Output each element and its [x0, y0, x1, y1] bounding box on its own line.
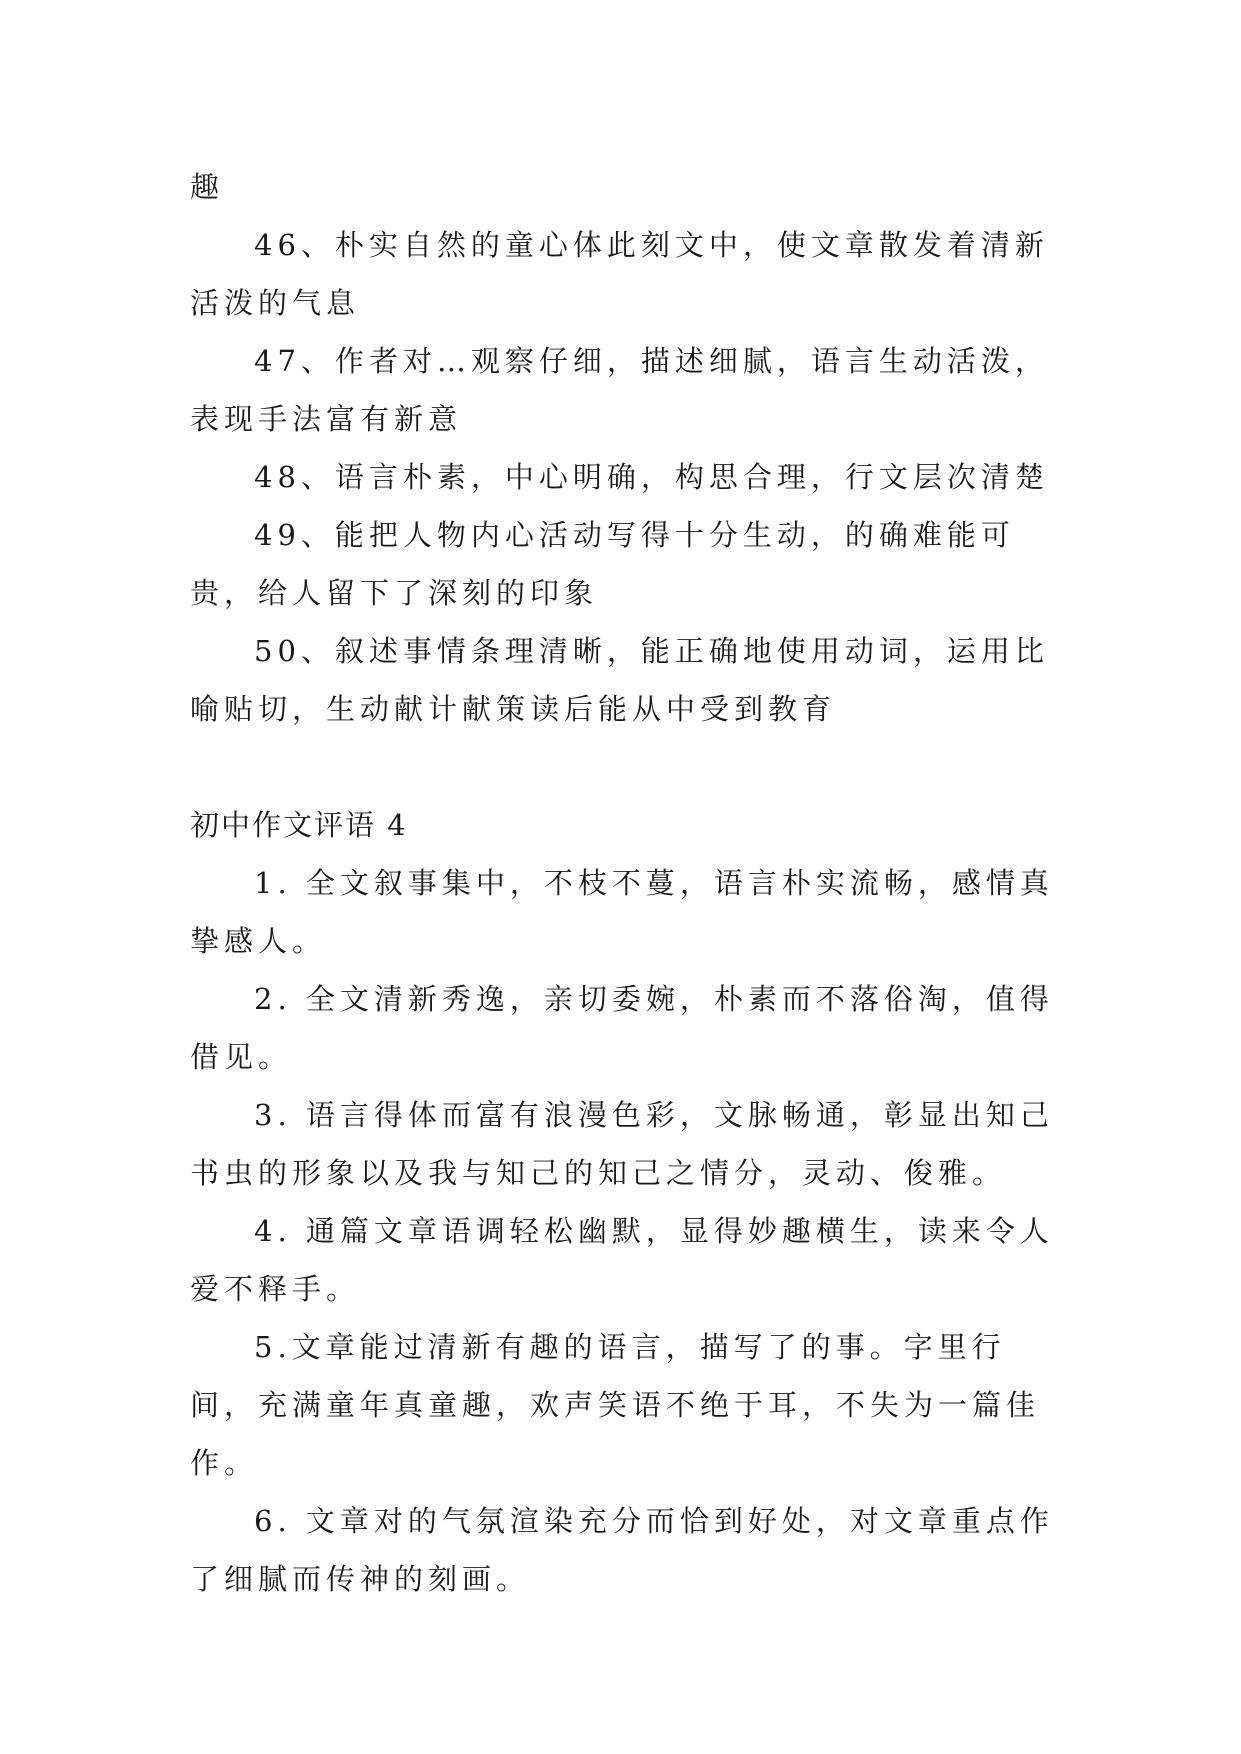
continuation-text: 趣 — [190, 170, 225, 204]
comment-item-46: 46、朴实自然的童心体此刻文中，使文章散发着清新活泼的气息 — [190, 228, 1049, 320]
comment-item-48: 48、语言朴素，中心明确，构思合理，行文层次清楚 — [254, 460, 1049, 494]
comment-item-50: 50、叙述事情条理清晰，能正确地使用动词，运用比喻贴切，生动献计献策读后能从中受到教育 — [190, 634, 1049, 726]
comment-item-3: 3. 语言得体而富有浪漫色彩，文脉畅通，彰显出知己书虫的形象以及我与知己的知己之情分，灵动、俊雅。 — [190, 1098, 1054, 1190]
comment-item-49: 49、能把人物内心活动写得十分生动，的确难能可贵，给人留下了深刻的印象 — [190, 518, 1015, 610]
comment-item-1: 1. 全文叙事集中，不枝不蔓，语言朴实流畅，感情真挚感人。 — [190, 866, 1054, 958]
comment-item-6: 6. 文章对的气氛渲染充分而恰到好处，对文章重点作了细腻而传神的刻画。 — [190, 1504, 1054, 1596]
comment-item-47: 47、作者对…观察仔细，描述细腻，语言生动活泼，表现手法富有新意 — [190, 344, 1049, 436]
comment-item-5: 5.文章能过清新有趣的语言，描写了的事。字里行间，充满童年真童趣，欢声笑语不绝于耳，不失为一篇佳作。 — [190, 1330, 1041, 1480]
document-body — [190, 158, 1070, 1608]
comment-item-4: 4. 通篇文章语调轻松幽默，显得妙趣横生，读来令人爱不释手。 — [190, 1214, 1054, 1306]
section-title: 初中作文评语 4 — [190, 808, 408, 842]
comment-item-2: 2. 全文清新秀逸，亲切委婉，朴素而不落俗淘，值得借见。 — [190, 982, 1054, 1074]
